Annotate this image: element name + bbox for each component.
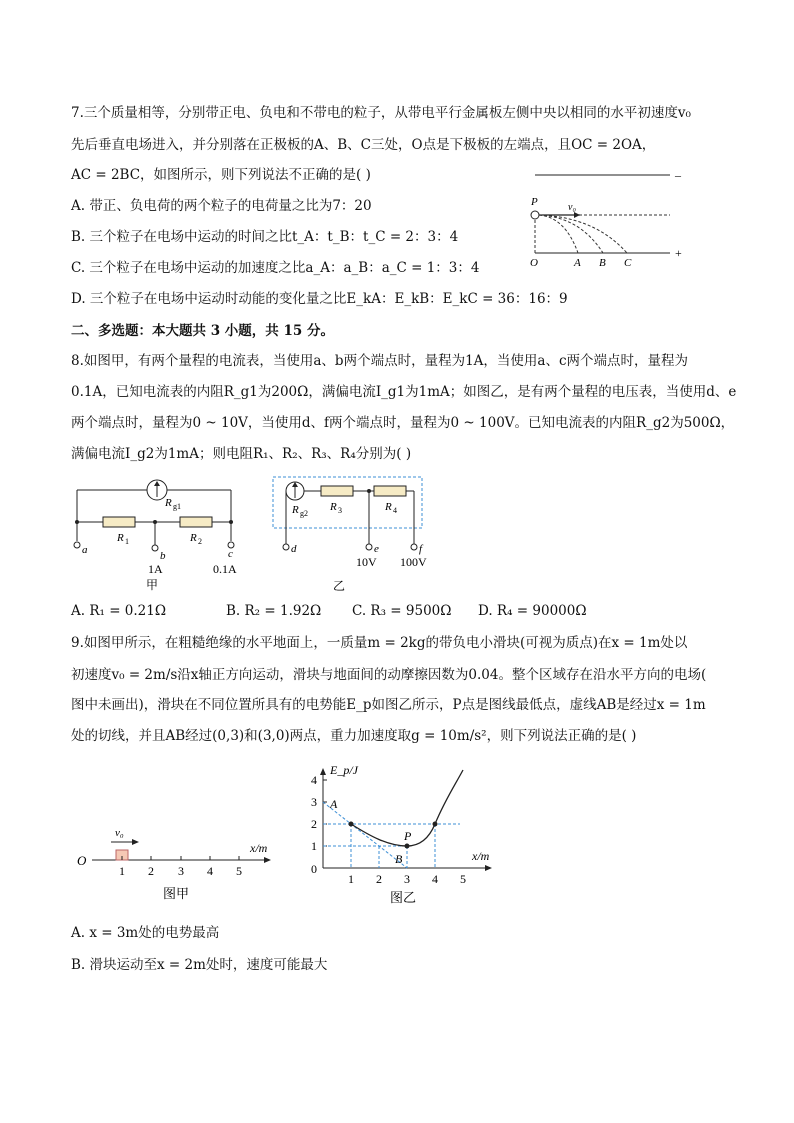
- q9-jia-tick-label-2: 2: [148, 864, 154, 878]
- q8-stem-line-3: 两个端点时，量程为0 ~ 10V，当使用d、f两个端点时，量程为0 ~ 100V。已知电流表的内阻R_g2为500Ω，: [71, 415, 735, 431]
- q8-figure-jia: [68, 475, 258, 595]
- q9-yi-xtick-5: 5: [460, 872, 466, 886]
- yi-label-rg2: R: [292, 504, 299, 516]
- q8-option-a: A. R₁ = 0.21Ω: [71, 603, 167, 619]
- q7-stem-line-2: 先后垂直电场进入，并分别落在正极板的A、B、C三处，O点是下极板的左端点，且OC = 2OA，: [71, 137, 656, 153]
- q9-yi-xtick-1: 1: [348, 872, 354, 886]
- q7-trajectory-a: [539, 215, 578, 253]
- q9-yi-x-arrow: [485, 865, 492, 871]
- q9-yi-xtick-2: 2: [376, 872, 382, 886]
- q7-label-c: C: [624, 257, 632, 269]
- yi-label-r3: R: [330, 501, 337, 513]
- jia-terminal-b: [152, 545, 158, 551]
- jia-label-r2-sub: 2: [198, 537, 202, 546]
- jia-range-b: 1A: [148, 562, 163, 576]
- yi-label-f: f: [419, 543, 423, 555]
- q8-stem-line-2: 0.1A，已知电流表的内阻R_g1为200Ω，满偏电流I_g1为1mA；如图乙，是有两个量程的电压表，当使用d、e: [71, 384, 737, 400]
- q9-yi-ytick-1: 1: [311, 839, 317, 853]
- jia-junction-left: [75, 520, 79, 524]
- q7-minus-sign: –: [675, 168, 681, 182]
- yi-range-f: 100V: [400, 555, 427, 569]
- q7-figure: [520, 165, 690, 270]
- q9-option-b: B. 滑块运动至x = 2m处时，速度可能最大: [71, 957, 328, 973]
- q8-stem-line-4: 满偏电流I_g2为1mA；则电阻R₁、R₂、R₃、R₄分别为( ): [71, 446, 412, 462]
- q7-option-a: A. 带正、负电荷的两个粒子的电荷量之比为7：20: [71, 198, 372, 214]
- q9-yi-ytick-2: 2: [311, 817, 317, 831]
- q9-yi-label-b: B: [395, 852, 403, 866]
- q8-option-c: C. R₃ = 9500Ω: [352, 603, 452, 619]
- q7-stem-line-3: AC = 2BC，如图所示，则下列说法不正确的是( ): [71, 167, 371, 183]
- q7-trajectory-b: [539, 215, 603, 253]
- yi-terminal-d: [283, 544, 289, 550]
- jia-label-r1: R: [117, 532, 124, 544]
- q9-yi-xtick-4: 4: [432, 872, 438, 886]
- q7-option-c: C. 三个粒子在电场中运动的加速度之比a_A：a_B：a_C = 1：3：4: [71, 260, 480, 276]
- yi-caption: 乙: [333, 579, 346, 593]
- yi-label-r3-sub: 3: [338, 506, 342, 515]
- jia-label-rg1: R: [165, 497, 172, 509]
- q9-yi-label-p: P: [404, 829, 412, 843]
- q9-jia-xlabel: x/m: [250, 841, 268, 855]
- yi-resistor-r3: [321, 486, 353, 496]
- q8-stem-line-1: 8.如图甲，有两个量程的电流表，当使用a、b两个端点时，量程为1A，当使用a、c两个端点时，量程为: [71, 353, 689, 369]
- q8-option-d: D. R₄ = 90000Ω: [478, 603, 587, 619]
- q9-yi-origin: 0: [311, 862, 317, 876]
- q9-yi-ytick-3: 3: [311, 795, 317, 809]
- jia-caption: 甲: [146, 578, 159, 592]
- yi-label-r4: R: [385, 501, 392, 513]
- yi-resistor-r4: [374, 486, 406, 496]
- yi-label-rg2-sub: g2: [300, 509, 308, 518]
- yi-label-d: d: [291, 543, 297, 555]
- q7-label-a: A: [574, 257, 581, 269]
- q9-figure-jia: [75, 822, 285, 907]
- jia-label-a: a: [82, 544, 88, 556]
- q7-option-d: D. 三个粒子在电场中运动时动能的变化量之比E_kA：E_kB：E_kC = 36：16：9: [71, 291, 568, 307]
- yi-terminal-f: [411, 544, 417, 550]
- section-title: 二、多选题：本大题共 3 小题，共 15 分。: [71, 323, 334, 339]
- q9-yi-point-x1: [349, 822, 354, 827]
- jia-resistor-r2: [180, 517, 212, 527]
- yi-terminal-e: [366, 544, 372, 550]
- jia-terminal-a: [74, 542, 80, 548]
- q9-jia-origin: O: [77, 853, 87, 868]
- jia-junction-right: [229, 520, 233, 524]
- q8-option-b: B. R₂ = 1.92Ω: [226, 603, 322, 619]
- q9-jia-tick-label-5: 5: [236, 864, 242, 878]
- jia-label-c: c: [228, 548, 233, 560]
- q9-yi-xtick-3: 3: [404, 872, 410, 886]
- q7-particle: [531, 211, 539, 219]
- q9-yi-point-x4: [433, 822, 438, 827]
- jia-label-rg1-sub: g1: [173, 502, 181, 511]
- q9-jia-tick-label-1: 1: [119, 864, 125, 878]
- q9-stem-line-3: 图中未画出)，滑块在不同位置所具有的电势能E_p如图乙所示，P点是图线最低点，虚线AB是经过x = 1m: [71, 697, 706, 713]
- q7-trajectory-c: [539, 215, 627, 253]
- q9-stem-line-2: 初速度v₀ = 2m/s沿x轴正方向运动，滑块与地面间的动摩擦因数为0.04。整个区域存在沿水平方向的电场(: [71, 667, 707, 683]
- q9-yi-y-arrow: [320, 768, 326, 775]
- jia-resistor-r1: [103, 517, 135, 527]
- q9-yi-caption: 图乙: [390, 890, 417, 905]
- q9-jia-axis-arrow: [264, 857, 271, 863]
- q9-yi-point-p: [405, 844, 410, 849]
- yi-range-e: 10V: [356, 555, 377, 569]
- q7-label-b: B: [599, 257, 606, 269]
- q7-option-b: B. 三个粒子在电场中运动的时间之比t_A：t_B：t_C = 2：3：4: [71, 229, 459, 245]
- q9-jia-label-v0: v₀: [115, 827, 124, 839]
- q8-figure-yi: [268, 472, 438, 597]
- q7-plus-sign: +: [675, 246, 682, 260]
- q9-jia-caption: 图甲: [163, 886, 190, 901]
- yi-label-e: e: [374, 543, 379, 555]
- q7-label-p: P: [531, 196, 538, 208]
- q9-yi-ylabel: E_p/J: [330, 763, 358, 777]
- q9-yi-ytick-4: 4: [311, 773, 317, 787]
- q9-option-a: A. x = 3m处的电势最高: [71, 925, 220, 941]
- yi-label-r4-sub: 4: [393, 506, 397, 515]
- jia-range-c: 0.1A: [213, 562, 237, 576]
- jia-label-r1-sub: 1: [125, 537, 129, 546]
- q9-jia-tick-label-4: 4: [207, 864, 213, 878]
- q9-yi-label-a: A: [330, 797, 338, 811]
- q9-jia-velocity-head: [132, 839, 139, 845]
- q7-label-v0: v₀: [568, 202, 576, 213]
- q7-stem-line-1: 7.三个质量相等，分别带正电、负电和不带电的粒子，从带电平行金属板左侧中央以相同的水平初速度v₀: [71, 105, 691, 121]
- q9-figure-yi: [300, 760, 505, 910]
- jia-label-b: b: [160, 550, 166, 562]
- q9-jia-tick-label-3: 3: [178, 864, 184, 878]
- q9-stem-line-4: 处的切线，并且AB经过(0,3)和(3,0)两点，重力加速度取g = 10m/s²，则下列说法正确的是( ): [71, 728, 637, 744]
- q9-stem-line-1: 9.如图甲所示，在粗糙绝缘的水平地面上，一质量m = 2kg的带负电小滑块(可视为质点)在x = 1m处以: [71, 635, 688, 651]
- q7-label-o: O: [530, 257, 538, 269]
- jia-label-r2: R: [190, 532, 197, 544]
- q9-yi-xlabel: x/m: [472, 849, 490, 863]
